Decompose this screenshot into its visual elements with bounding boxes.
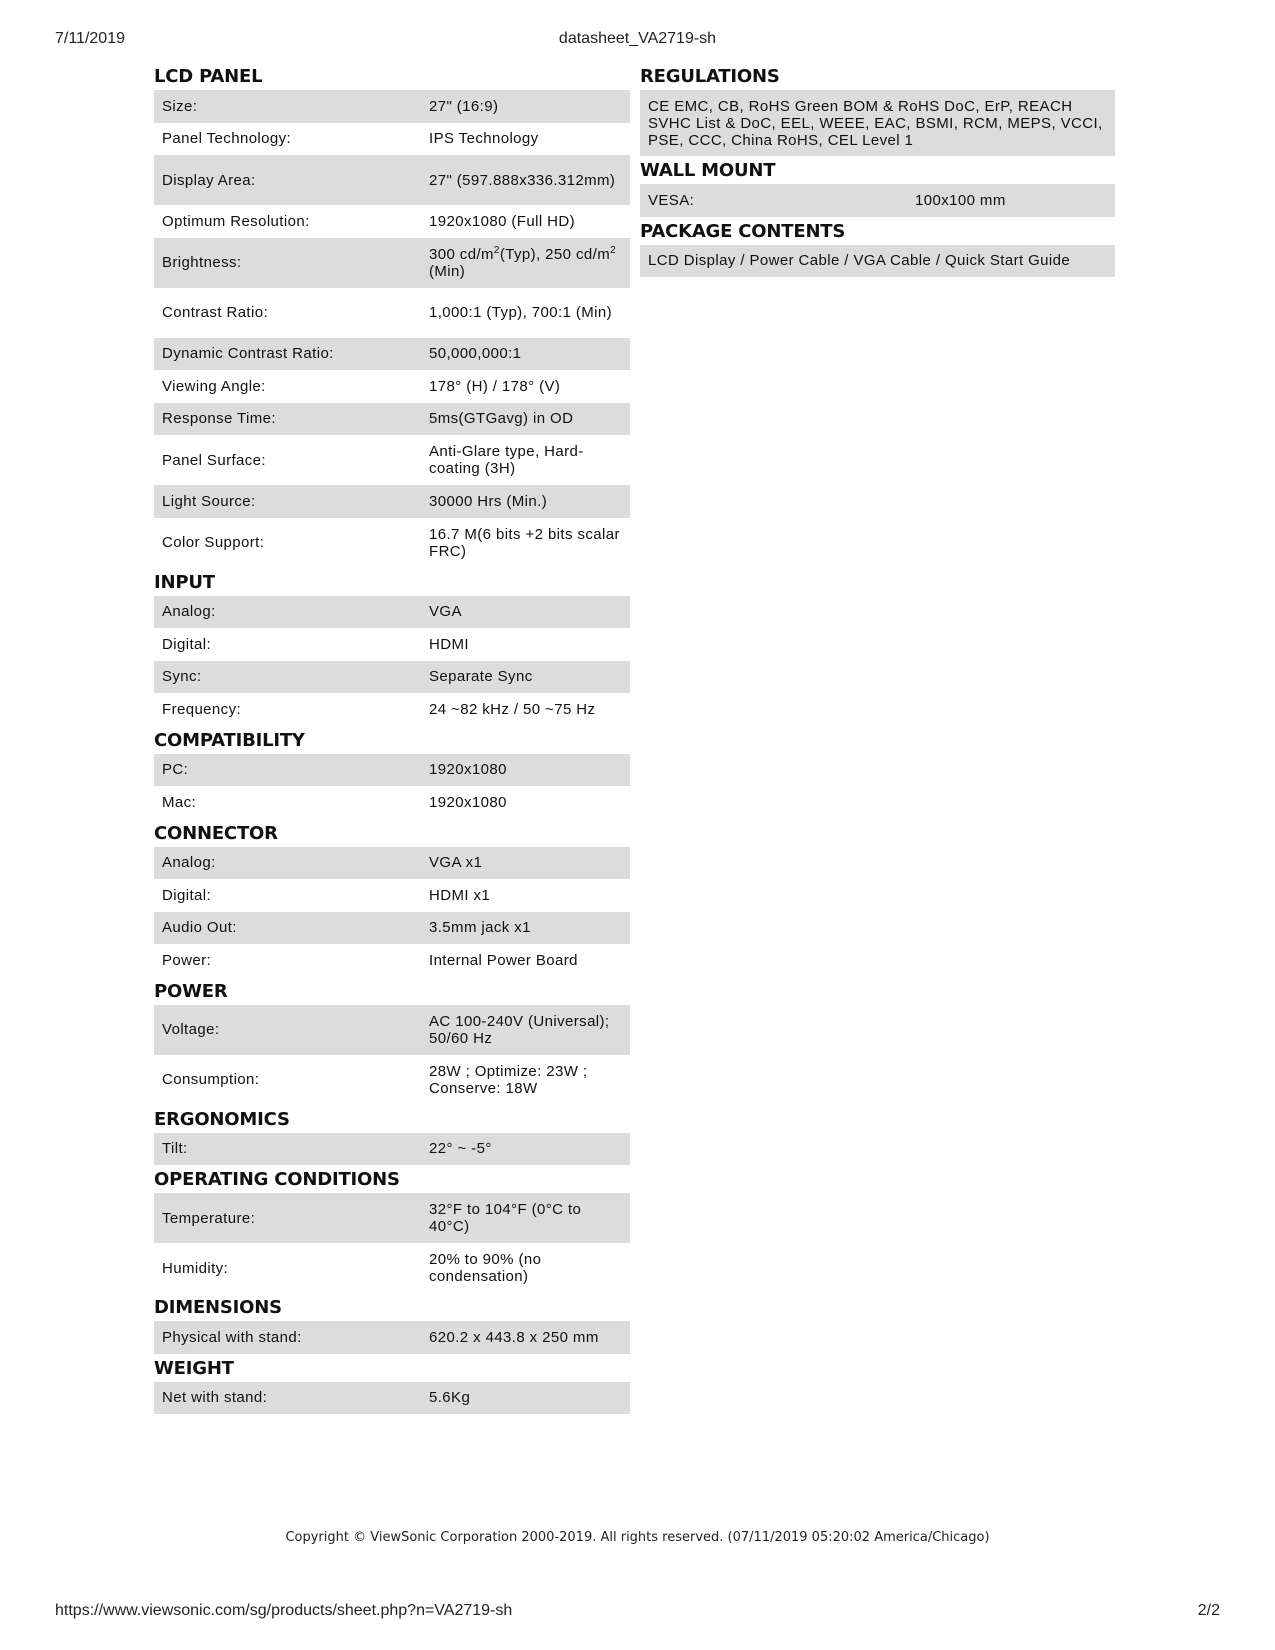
spec-label: Physical with stand:: [154, 1321, 421, 1354]
spec-label: Display Area:: [154, 155, 421, 205]
spec-label: Temperature:: [154, 1193, 421, 1243]
section-heading: CONNECTOR: [154, 822, 278, 844]
copyright-notice: Copyright © ViewSonic Corporation 2000-2019. All rights reserved. (07/11/2019 05:20:02 America/Chicago): [285, 1530, 990, 1545]
spec-value: HDMI: [421, 628, 630, 661]
right-spec-column: [640, 62, 1115, 277]
spec-table: [154, 1133, 630, 1166]
spec-row: [154, 1321, 630, 1354]
page-url[interactable]: https://www.viewsonic.com/sg/products/sheet.php?n=VA2719-sh: [55, 1602, 513, 1619]
spec-label: Panel Surface:: [154, 435, 421, 485]
spec-row: [154, 123, 630, 156]
spec-row: [154, 847, 630, 880]
section-lcd-panel: [154, 62, 630, 568]
spec-row: [640, 184, 1115, 217]
left-spec-column: [154, 62, 630, 1414]
spec-value: AC 100-240V (Universal); 50/60 Hz: [421, 1005, 630, 1055]
section-dimensions: [154, 1293, 630, 1354]
package-contents-text: LCD Display / Power Cable / VGA Cable / Quick Start Guide: [640, 245, 1115, 278]
spec-label: Contrast Ratio:: [154, 288, 421, 338]
spec-label: Viewing Angle:: [154, 370, 421, 403]
spec-value: 620.2 x 443.8 x 250 mm: [421, 1321, 630, 1354]
spec-value: 28W ; Optimize: 23W ; Conserve: 18W: [421, 1055, 630, 1105]
spec-value: Separate Sync: [421, 661, 630, 694]
spec-value: 5ms(GTGavg) in OD: [421, 403, 630, 436]
spec-value: 300 $cd/m^2(Typ)$, 250 $cd/m^2$ (Min): [421, 238, 630, 288]
spec-label: Frequency:: [154, 693, 421, 726]
page-number: 2/2: [1197, 1602, 1220, 1619]
spec-row: [154, 944, 630, 977]
spec-table: [154, 1321, 630, 1354]
spec-value: 1,000:1 (Typ), 700:1 (Min): [421, 288, 630, 338]
spec-label: Digital:: [154, 628, 421, 661]
spec-table: [154, 847, 630, 977]
spec-label: PC:: [154, 754, 421, 787]
spec-label: Net with stand:: [154, 1382, 421, 1415]
spec-label: Panel Technology:: [154, 123, 421, 156]
spec-label: Tilt:: [154, 1133, 421, 1166]
spec-label: Audio Out:: [154, 912, 421, 945]
spec-label: Humidity:: [154, 1243, 421, 1293]
spec-row: [154, 518, 630, 568]
section-heading: INPUT: [154, 571, 215, 593]
spec-value: 100x100 mm: [907, 184, 1115, 217]
spec-label: Digital:: [154, 879, 421, 912]
print-header: [55, 30, 1220, 52]
spec-label: Voltage:: [154, 1005, 421, 1055]
spec-row: [640, 245, 1115, 278]
spec-row: [154, 661, 630, 694]
spec-label: Size:: [154, 90, 421, 123]
spec-table: [154, 1005, 630, 1105]
section-regulations: [640, 62, 1115, 156]
spec-row: [154, 485, 630, 518]
spec-label: Analog:: [154, 847, 421, 880]
section-heading: WALL MOUNT: [640, 160, 776, 181]
spec-row: [154, 1005, 630, 1055]
spec-row: [154, 1055, 630, 1105]
spec-value: 1920x1080: [421, 754, 630, 787]
spec-row: [154, 338, 630, 371]
print-date: 7/11/2019: [55, 30, 125, 47]
spec-row: [154, 1193, 630, 1243]
spec-value: 5.6Kg: [421, 1382, 630, 1415]
spec-value: 3.5mm jack x1: [421, 912, 630, 945]
section-heading: COMPATIBILITY: [154, 729, 305, 751]
spec-row: [154, 90, 630, 123]
spec-row: [154, 1382, 630, 1415]
spec-row: [154, 288, 630, 338]
spec-value: 30000 Hrs (Min.): [421, 485, 630, 518]
spec-value: 24 ~82 kHz / 50 ~75 Hz: [421, 693, 630, 726]
print-footer: [55, 1602, 1220, 1622]
spec-value: IPS Technology: [421, 123, 630, 156]
spec-table: [154, 1382, 630, 1415]
section-heading: REGULATIONS: [640, 66, 780, 87]
spec-value: 22° ~ -5°: [421, 1133, 630, 1166]
spec-value: 20% to 90% (no condensation): [421, 1243, 630, 1293]
spec-label: Optimum Resolution:: [154, 205, 421, 238]
spec-row: [154, 403, 630, 436]
spec-row: [640, 90, 1115, 156]
section-compatibility: [154, 726, 630, 819]
spec-value: VGA x1: [421, 847, 630, 880]
spec-row: [154, 912, 630, 945]
spec-table: [154, 596, 630, 726]
spec-value: Anti-Glare type, Hard-coating (3H): [421, 435, 630, 485]
spec-value: 1920x1080 (Full HD): [421, 205, 630, 238]
section-weight: [154, 1354, 630, 1415]
section-heading: POWER: [154, 980, 228, 1002]
spec-label: Analog:: [154, 596, 421, 629]
section-heading: DIMENSIONS: [154, 1297, 282, 1318]
spec-value: VGA: [421, 596, 630, 629]
spec-value: HDMI x1: [421, 879, 630, 912]
section-package-contents: [640, 217, 1115, 278]
spec-row: [154, 786, 630, 819]
regulations-text: CE EMC, CB, RoHS Green BOM & RoHS DoC, ErP, REACH SVHC List & DoC, EEL, WEEE, EAC, BSMI, RCM, MEPS, VCCI, PSE, CCC, China RoHS, CEL Level 1: [640, 90, 1115, 156]
spec-value: 50,000,000:1: [421, 338, 630, 371]
spec-value: 27" (597.888x336.312mm): [421, 155, 630, 205]
section-ergonomics: [154, 1105, 630, 1166]
document-title: datasheet_VA2719-sh: [558, 30, 717, 47]
spec-label: Light Source:: [154, 485, 421, 518]
section-heading: LCD PANEL: [154, 66, 263, 87]
spec-row: [154, 879, 630, 912]
spec-row: [154, 370, 630, 403]
spec-row: [154, 754, 630, 787]
section-power: [154, 977, 630, 1105]
spec-value: 1920x1080: [421, 786, 630, 819]
spec-table: [154, 1193, 630, 1293]
section-wall-mount: [640, 156, 1115, 217]
section-heading: WEIGHT: [154, 1357, 234, 1379]
spec-row: [154, 205, 630, 238]
spec-label: Dynamic Contrast Ratio:: [154, 338, 421, 371]
spec-label: Consumption:: [154, 1055, 421, 1105]
section-heading: ERGONOMICS: [154, 1108, 290, 1130]
spec-row: [154, 238, 630, 288]
spec-table: [640, 90, 1115, 156]
spec-row: [154, 1243, 630, 1293]
spec-label: Power:: [154, 944, 421, 977]
spec-label: Brightness:: [154, 238, 421, 288]
spec-value: 32°F to 104°F (0°C to 40°C): [421, 1193, 630, 1243]
spec-label: Sync:: [154, 661, 421, 694]
section-connector: [154, 819, 630, 977]
spec-table: [640, 245, 1115, 278]
section-heading: OPERATING CONDITIONS: [154, 1169, 400, 1190]
spec-table: [154, 754, 630, 819]
spec-row: [154, 596, 630, 629]
spec-row: [154, 435, 630, 485]
spec-label: VESA:: [640, 184, 907, 217]
spec-value: 27" (16:9): [421, 90, 630, 123]
section-heading: PACKAGE CONTENTS: [640, 220, 846, 242]
spec-table: [640, 184, 1115, 217]
spec-row: [154, 628, 630, 661]
spec-value: Internal Power Board: [421, 944, 630, 977]
spec-label: Color Support:: [154, 518, 421, 568]
spec-table: [154, 90, 630, 568]
spec-row: [154, 155, 630, 205]
section-input: [154, 568, 630, 726]
spec-row: [154, 693, 630, 726]
spec-value: 178° (H) / 178° (V): [421, 370, 630, 403]
spec-value: 16.7 M(6 bits +2 bits scalar FRC): [421, 518, 630, 568]
spec-row: [154, 1133, 630, 1166]
spec-label: Mac:: [154, 786, 421, 819]
spec-label: Response Time:: [154, 403, 421, 436]
section-operating-conditions: [154, 1165, 630, 1293]
